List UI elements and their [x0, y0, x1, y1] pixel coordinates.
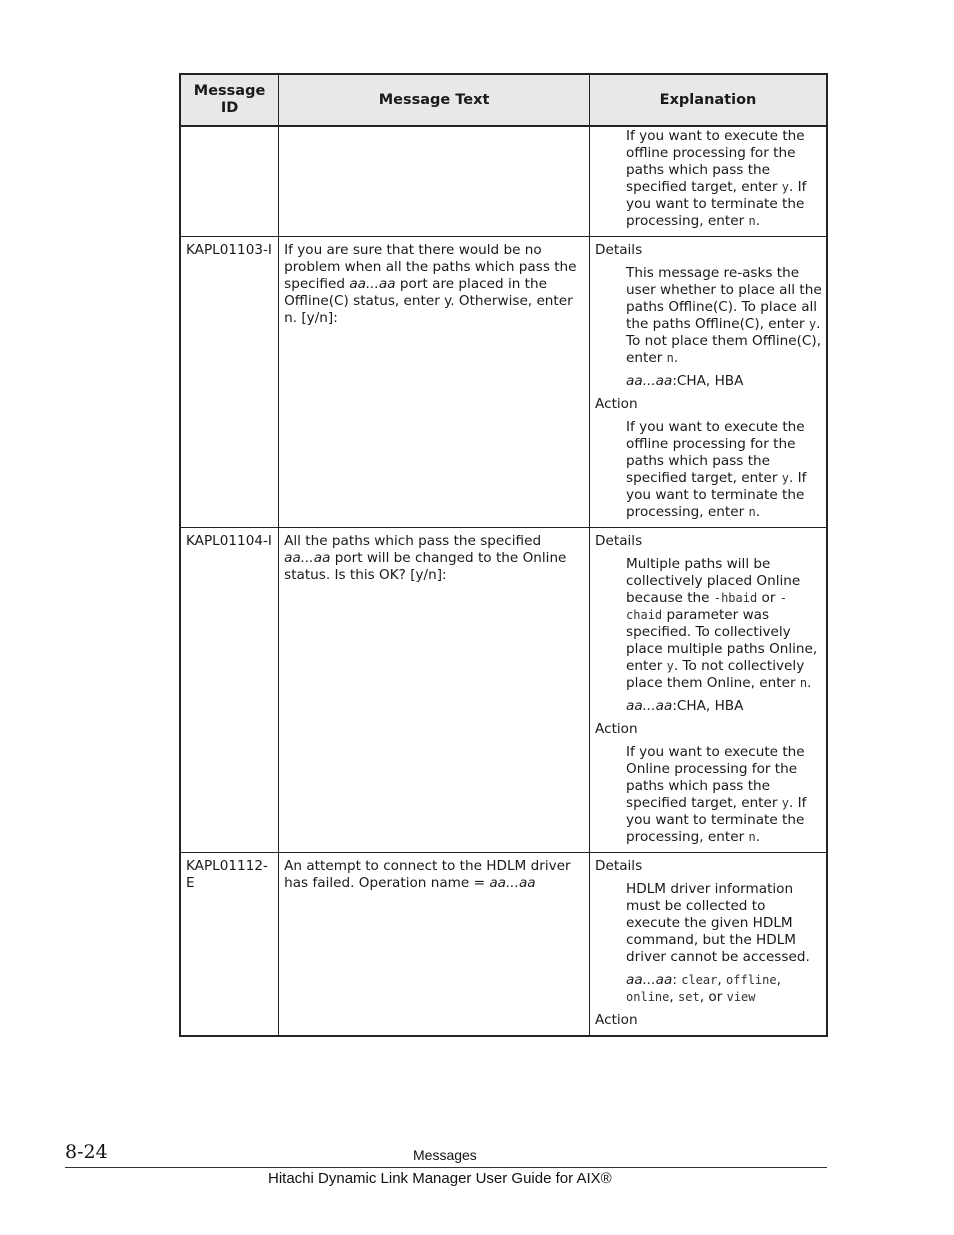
messages-table — [179, 73, 828, 1037]
explanation-paragraph — [626, 972, 822, 1006]
text-run: If you want to execute the offline processing for the paths which pass the specified target, enter — [626, 128, 805, 195]
code-term: n — [748, 214, 756, 228]
text-run: or — [757, 590, 780, 606]
table-header-row — [180, 74, 827, 126]
code-term: -chaid — [626, 591, 787, 622]
code-term: y — [781, 796, 790, 810]
text-run: If you are sure that there would be no problem when all the paths which pass the specified — [284, 242, 577, 292]
text-run: : — [672, 972, 682, 988]
text-run: port are placed in the Offline(C) status, enter y. Otherwise, enter n. [y/n]: — [284, 276, 573, 326]
message-text-cell — [279, 853, 590, 1037]
code-term: y — [781, 180, 790, 194]
page-number: 8-24 — [65, 1141, 108, 1163]
code-term: y — [666, 659, 674, 673]
variable-term: aa...aa — [349, 276, 396, 292]
explanation-heading — [595, 533, 822, 550]
text-run: If you want to execute the Online processing for the paths which pass the specified target, enter — [626, 744, 805, 811]
code-term: n — [666, 351, 674, 365]
explanation-paragraph — [626, 128, 822, 230]
text-run: , — [669, 989, 679, 1005]
explanation-heading — [595, 858, 822, 875]
text-run: HDLM driver information must be collected to execute the given HDLM command, but the HDLM driver cannot be accessed. — [626, 881, 810, 965]
text-run: . If you want to terminate the processing, enter — [626, 179, 807, 229]
text-run: . To not collectively place them Online, enter — [626, 658, 805, 691]
table-row — [180, 237, 827, 528]
text-run: parameter was specified. To collectively place multiple paths Online, enter — [626, 607, 818, 674]
text-run: . If you want to terminate the processing, enter — [626, 795, 807, 845]
text-run: . — [807, 675, 812, 691]
message-id-cell — [180, 126, 279, 237]
text-run: If you want to execute the offline processing for the paths which pass the specified target, enter — [626, 419, 805, 486]
variable-term: aa...aa — [284, 550, 331, 566]
variable-term: aa...aa — [626, 972, 673, 988]
text-run: . — [755, 213, 761, 229]
explanation-heading — [595, 242, 822, 259]
variable-term: aa...aa — [626, 373, 673, 389]
message-id-cell: KAPL01112-E — [180, 853, 279, 1037]
message-text-cell — [279, 126, 590, 237]
message-id-cell: KAPL01104-I — [180, 528, 279, 853]
header-message-id: Message ID — [180, 74, 279, 126]
text-run: . — [673, 350, 679, 366]
explanation-paragraph — [626, 881, 822, 966]
variable-term: aa...aa — [489, 875, 536, 891]
text-run: , — [776, 972, 781, 988]
text-run: . — [755, 504, 761, 520]
table-row — [180, 853, 827, 1037]
code-term: n — [748, 505, 756, 519]
variable-term: aa...aa — [626, 698, 673, 714]
text-run: Details — [595, 242, 643, 258]
table-row — [180, 528, 827, 853]
text-run: All the paths which pass the specified — [284, 533, 542, 549]
text-run: . If you want to terminate the processing, enter — [626, 470, 807, 520]
code-term: n — [799, 676, 808, 690]
code-term: view — [726, 990, 756, 1004]
message-id-cell: KAPL01103-I — [180, 237, 279, 528]
text-run: , or — [699, 989, 727, 1005]
footer-book-title: Hitachi Dynamic Link Manager User Guide for AIX® — [268, 1170, 612, 1187]
text-run: Action — [595, 1012, 638, 1028]
explanation-heading — [595, 721, 822, 738]
table-row — [180, 126, 827, 237]
code-term: clear — [681, 973, 718, 987]
code-term: y — [781, 471, 790, 485]
footer-section-name: Messages — [413, 1147, 477, 1163]
explanation-paragraph — [626, 419, 822, 521]
code-term: -hbaid — [713, 591, 758, 605]
header-message-text: Message Text — [279, 74, 590, 126]
message-text-cell — [279, 237, 590, 528]
explanation-heading — [595, 1012, 822, 1029]
text-run: Multiple paths will be collectively placed Online because the — [626, 556, 801, 606]
text-run: :CHA, HBA — [672, 698, 744, 714]
explanation-paragraph — [626, 265, 822, 367]
text-run: :CHA, HBA — [672, 373, 744, 389]
explanation-paragraph — [626, 744, 822, 846]
text-run: Action — [595, 396, 638, 412]
text-run: Details — [595, 858, 643, 874]
text-run: . To not place them Offline(C), enter — [626, 316, 822, 366]
explanation-heading — [595, 396, 822, 413]
text-run: , — [717, 972, 727, 988]
text-run: Details — [595, 533, 643, 549]
explanation-cell — [590, 126, 827, 237]
table-body — [180, 126, 827, 1036]
code-term: offline — [726, 973, 777, 987]
code-term: y — [808, 317, 817, 331]
explanation-paragraph — [626, 373, 822, 390]
explanation-cell — [590, 528, 827, 853]
explanation-paragraph — [626, 556, 822, 692]
footer-divider — [65, 1167, 827, 1168]
header-explanation: Explanation — [590, 74, 827, 126]
text-run: . — [755, 829, 761, 845]
code-term: n — [748, 830, 756, 844]
explanation-paragraph — [626, 698, 822, 715]
text-run: port will be changed to the Online status. Is this OK? [y/n]: — [284, 550, 567, 583]
explanation-cell — [590, 237, 827, 528]
text-run: This message re-asks the user whether to place all the paths Offline(C). To place all the paths Offline(C), enter — [626, 265, 822, 332]
message-text-cell — [279, 528, 590, 853]
text-run: Action — [595, 721, 638, 737]
code-term: online — [626, 990, 670, 1004]
explanation-cell — [590, 853, 827, 1037]
code-term: set — [678, 990, 700, 1004]
text-run: An attempt to connect to the HDLM driver has failed. Operation name = — [284, 858, 571, 891]
